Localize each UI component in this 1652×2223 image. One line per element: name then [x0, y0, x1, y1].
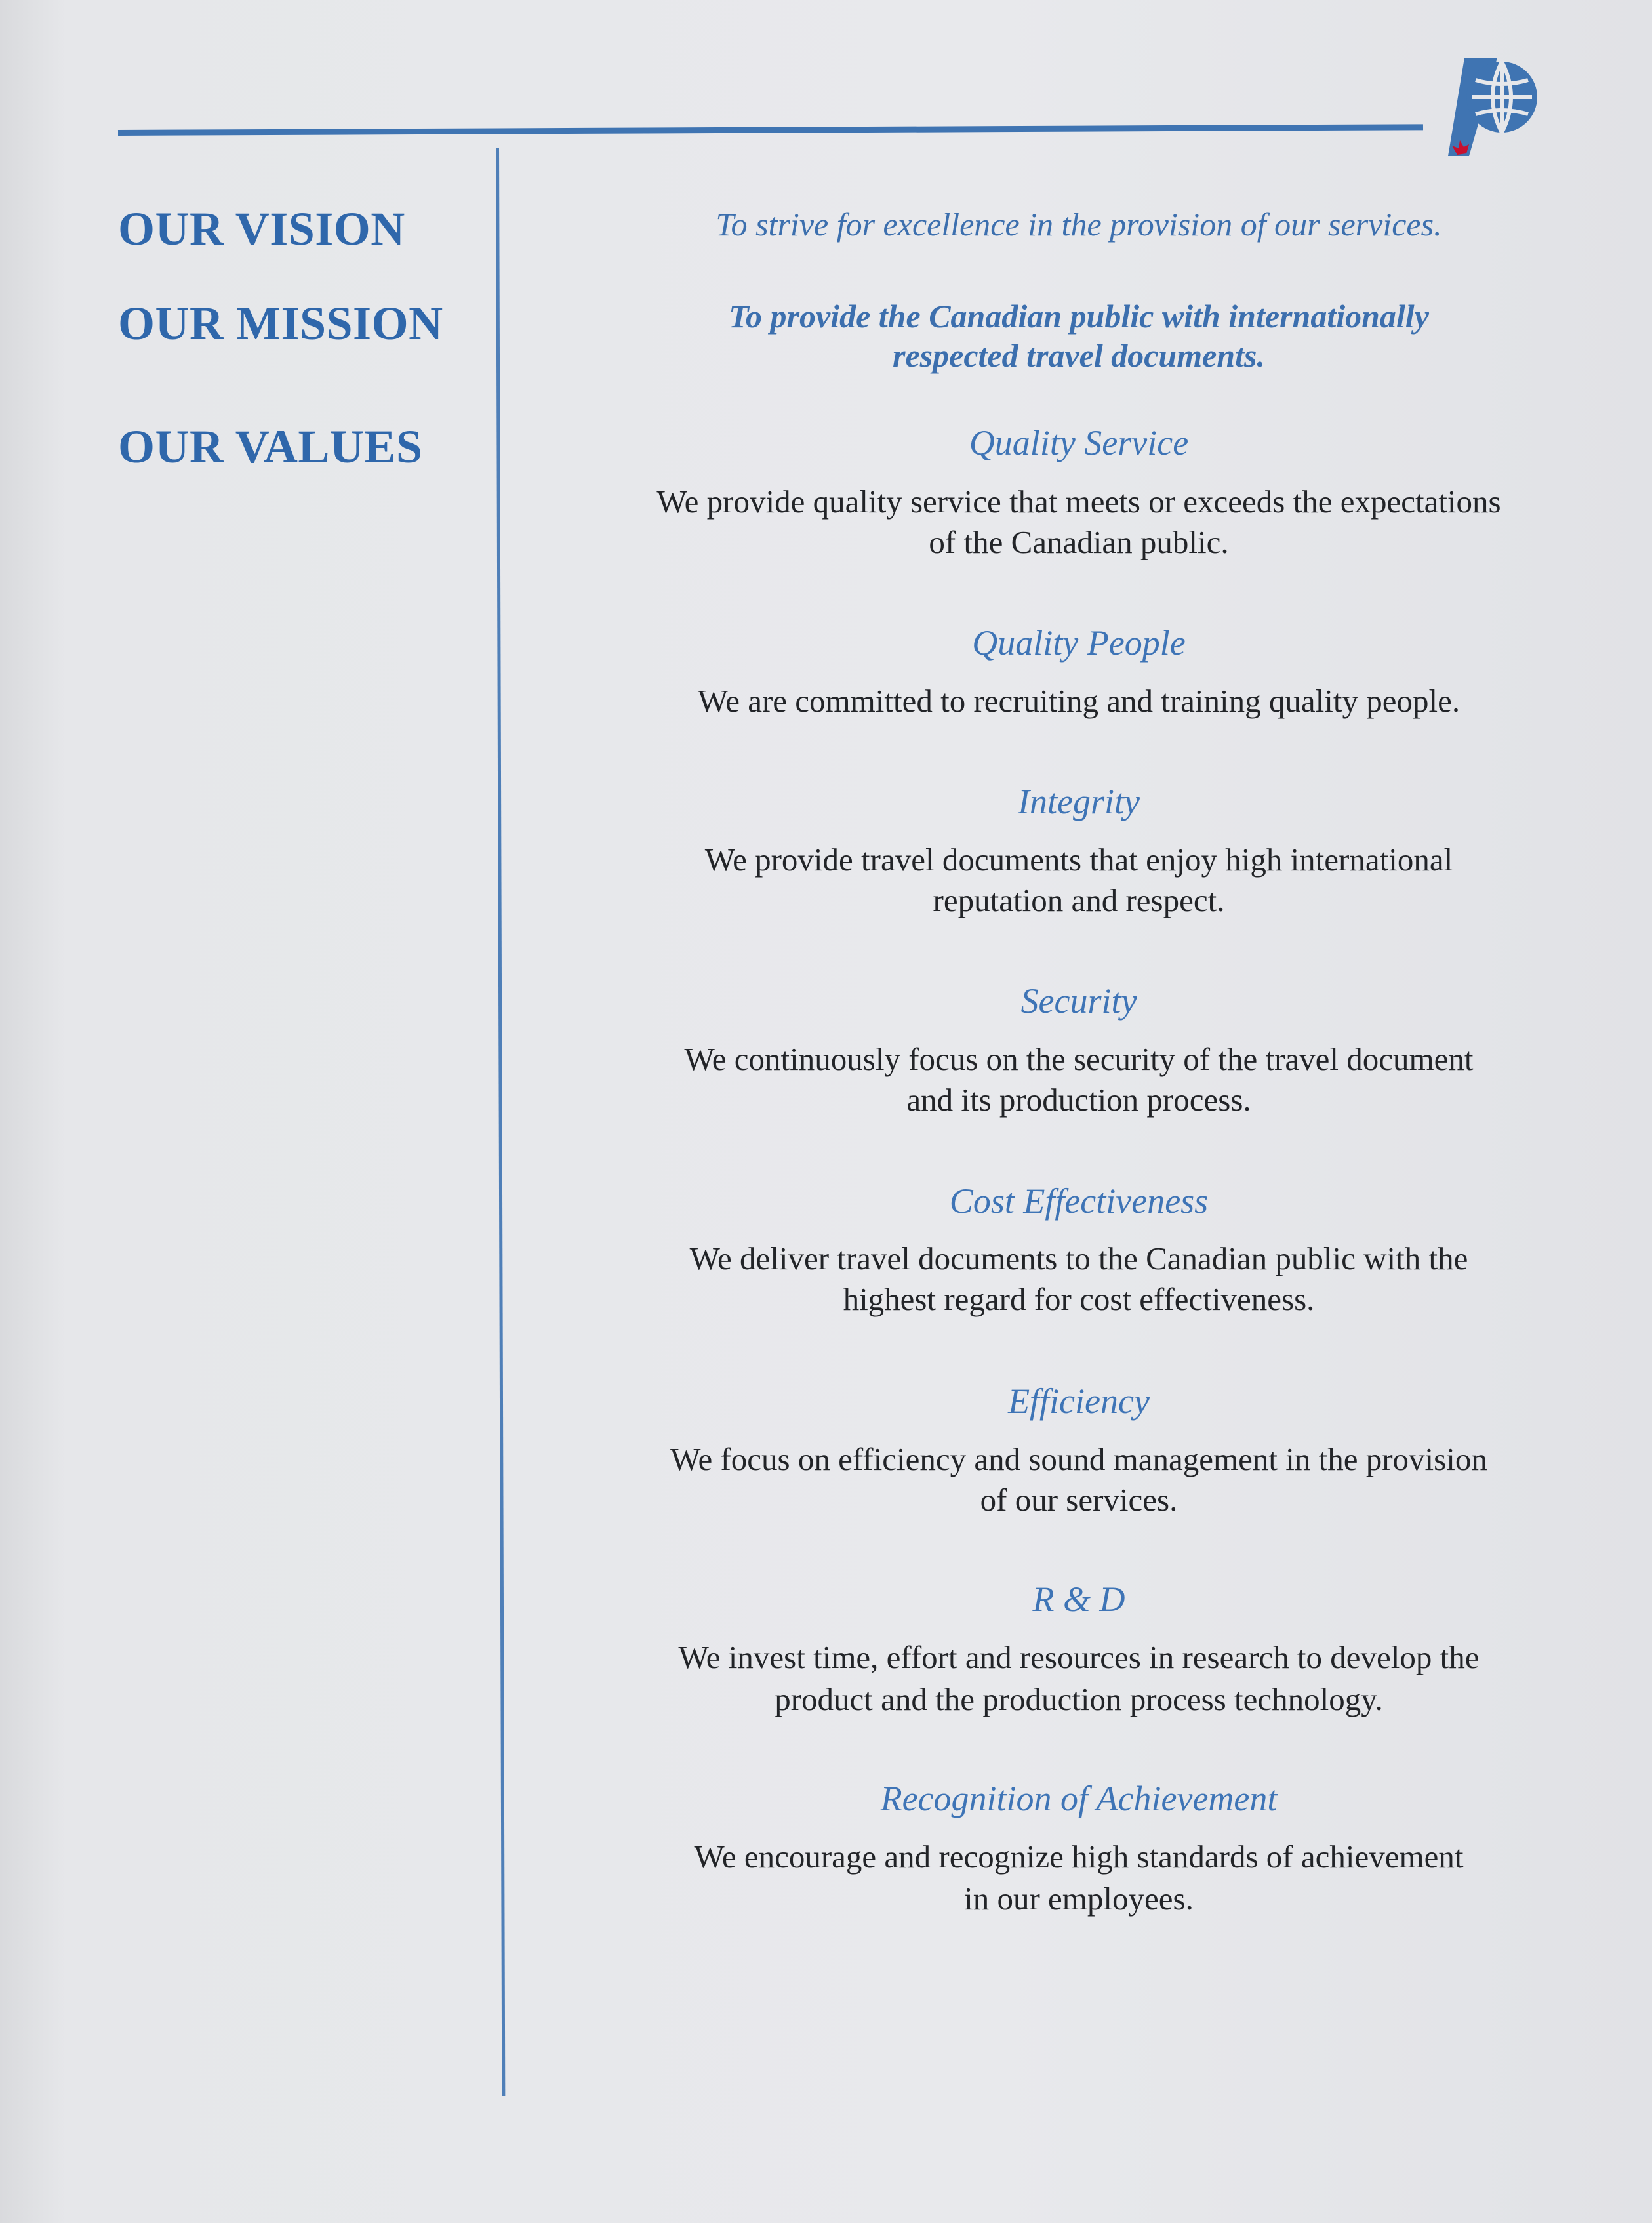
value-text-r-and-d-line-1: We invest time, effort and resources in research to develop the — [678, 1639, 1480, 1675]
value-text-security-line-2: and its production process. — [906, 1082, 1251, 1118]
vertical-divider-rule — [496, 148, 505, 2096]
value-text-security-line-1: We continuously focus on the security of the travel document — [684, 1041, 1474, 1077]
value-title-efficiency: Efficiency — [1008, 1381, 1150, 1421]
value-title-security: Security — [1020, 981, 1137, 1021]
value-title-recognition-of-achievement: Recognition of Achievement — [880, 1779, 1278, 1818]
our-mission-heading: OUR MISSION — [118, 297, 443, 350]
mission-statement-line-1: To provide the Canadian public with internationally — [729, 298, 1429, 335]
our-values-heading: OUR VALUES — [118, 420, 423, 473]
value-title-quality-people: Quality People — [972, 623, 1186, 663]
value-text-r-and-d-line-2: product and the production process technology. — [775, 1681, 1383, 1717]
value-text-recognition-line-1: We encourage and recognize high standards of achievement — [694, 1839, 1464, 1875]
value-title-cost-effectiveness: Cost Effectiveness — [949, 1181, 1209, 1221]
value-title-integrity: Integrity — [1018, 782, 1140, 821]
value-text-integrity-line-1: We provide travel documents that enjoy high international — [704, 842, 1453, 878]
value-title-quality-service: Quality Service — [969, 423, 1189, 462]
value-text-recognition-line-2: in our employees. — [964, 1881, 1194, 1917]
top-divider-rule — [118, 124, 1423, 136]
value-title-r-and-d: R & D — [1032, 1580, 1125, 1619]
our-vision-heading: OUR VISION — [118, 203, 405, 255]
value-text-quality-people-line-1: We are committed to recruiting and training quality people. — [697, 683, 1461, 719]
value-text-quality-service-line-2: of the Canadian public. — [929, 524, 1229, 560]
vision-statement: To strive for excellence in the provision of our services. — [715, 206, 1442, 243]
value-text-cost-effectiveness-line-1: We deliver travel documents to the Canadian public with the — [689, 1240, 1468, 1276]
value-text-integrity-line-2: reputation and respect. — [933, 882, 1225, 918]
value-text-cost-effectiveness-line-2: highest regard for cost effectiveness. — [843, 1281, 1315, 1317]
mission-statement-line-2: respected travel documents. — [893, 337, 1265, 374]
passport-office-logo-icon — [1428, 52, 1546, 171]
value-text-efficiency-line-1: We focus on efficiency and sound management in the provision — [670, 1441, 1487, 1477]
value-text-quality-service-line-1: We provide quality service that meets or exceeds the expectations — [656, 483, 1501, 520]
value-text-efficiency-line-2: of our services. — [980, 1482, 1178, 1518]
